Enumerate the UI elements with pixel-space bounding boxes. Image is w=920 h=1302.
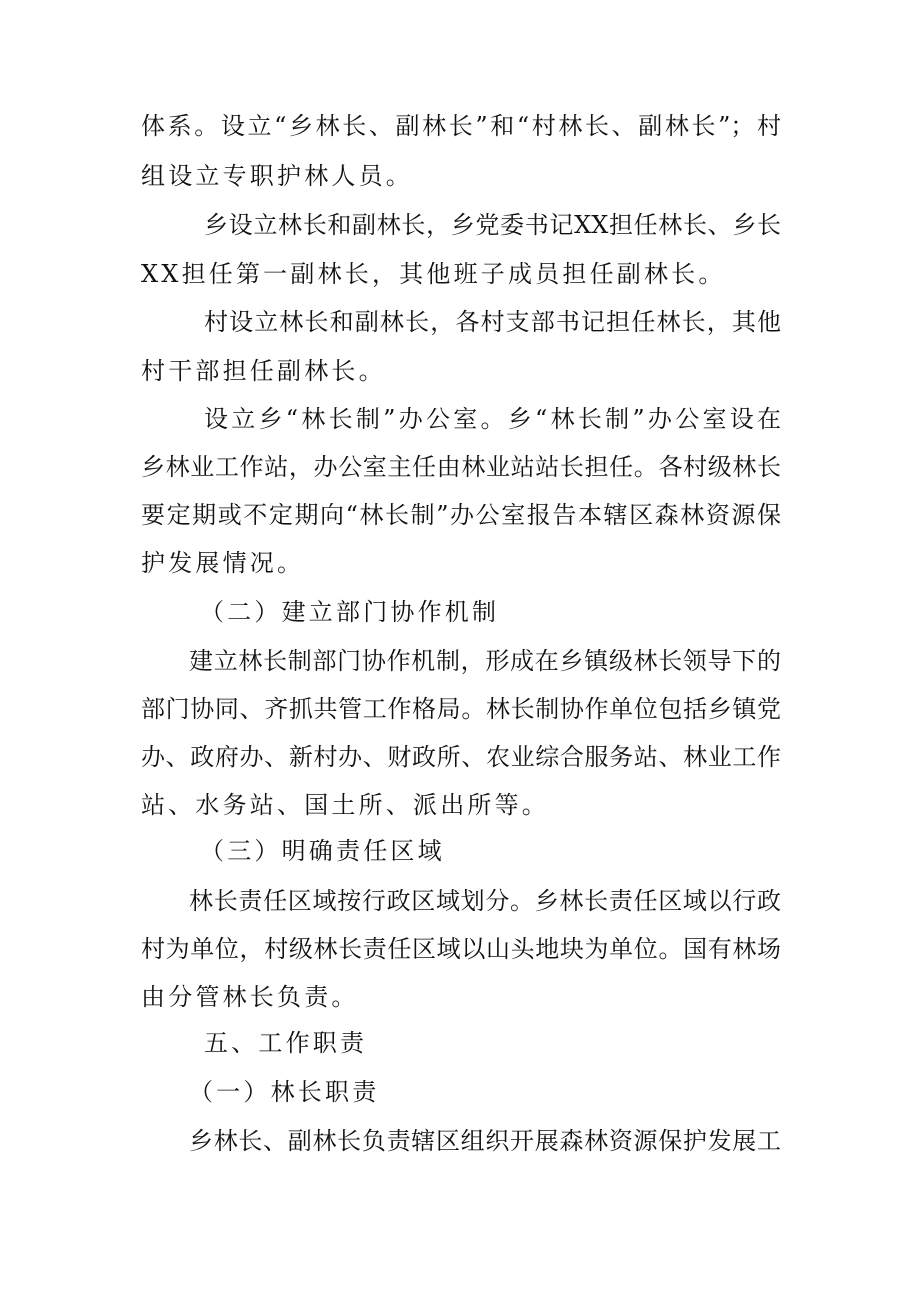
paragraph-line: 林长责任区域按行政区域划分。乡林长责任区域以行政	[189, 887, 781, 915]
paragraph-line: 设立乡“林长制”办公室。乡“林长制”办公室设在	[204, 405, 781, 433]
paragraph-line: 乡设立林长和副林长，乡党委书记XX担任林长、乡长	[204, 211, 781, 239]
paragraph-line: 乡林业工作站，办公室主任由林业站站长担任。各村级林长	[141, 453, 781, 481]
paragraph-line: 组设立专职护林人员。	[141, 162, 413, 190]
paragraph-line: 部门协同、齐抓共管工作格局。林长制协作单位包括乡镇党	[141, 695, 781, 723]
paragraph-line: 村设立林长和副林长，各村支部书记担任林长，其他	[204, 308, 781, 336]
paragraph-line: 村为单位，村级林长责任区域以山头地块为单位。国有林场	[141, 935, 781, 963]
paragraph-line: 由分管林长负责。	[141, 983, 359, 1011]
section-heading: （三）明确责任区域	[200, 837, 445, 865]
section-heading: （二）建立部门协作机制	[200, 598, 500, 626]
paragraph-line: 乡林长、副林长负责辖区组织开展森林资源保护发展工	[189, 1127, 781, 1155]
section-heading: （一）林长职责	[189, 1078, 380, 1106]
chapter-heading: 五、工作职责	[204, 1029, 368, 1057]
paragraph-line: XX担任第一副林长，其他班子成员担任副林长。	[141, 260, 726, 288]
paragraph-line: 办、政府办、新村办、财政所、农业综合服务站、林业工作	[141, 743, 781, 771]
paragraph-line: 村干部担任副林长。	[141, 357, 386, 385]
paragraph-line: 护发展情况。	[141, 549, 305, 577]
paragraph-line: 建立林长制部门协作机制，形成在乡镇级林长领导下的	[189, 647, 781, 675]
paragraph-line: 站、水务站、国土所、派出所等。	[141, 791, 549, 819]
paragraph-line: 要定期或不定期向“林长制”办公室报告本辖区森林资源保	[141, 501, 781, 529]
paragraph-line: 体系。设立“乡林长、副林长”和“村林长、副林长”；村	[141, 112, 781, 140]
